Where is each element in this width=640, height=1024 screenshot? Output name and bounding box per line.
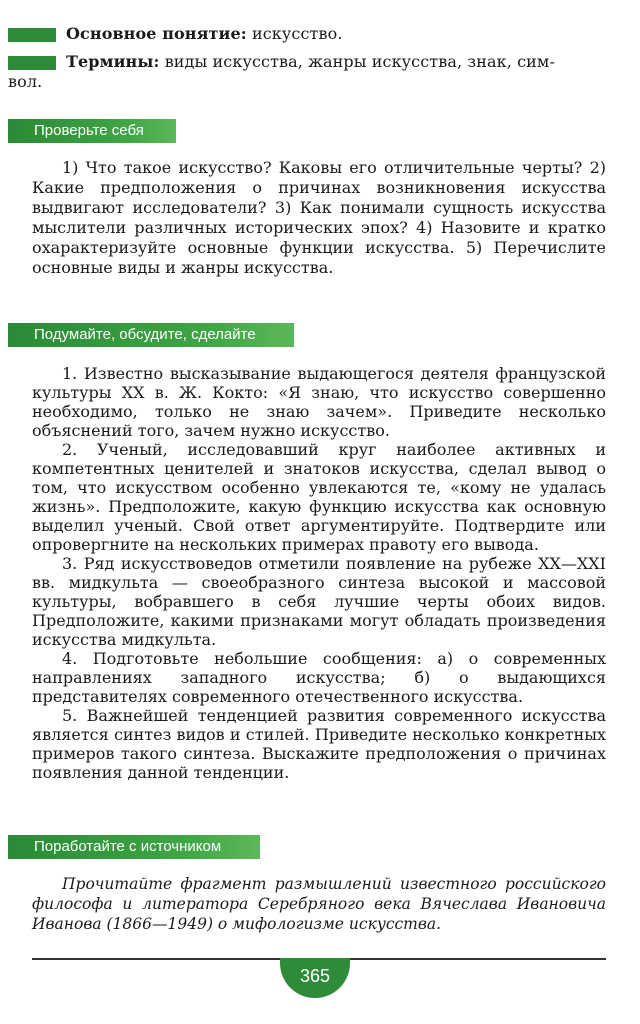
task-item: 1. Известно высказывание выдающегося деятеля французской культуры XX в. Ж. Кокто: «Я знаю, что искусство совершенно необходимо, только не знаю зачем». Приведите несколько объяснений того, зачем нужно искусство. [32, 364, 606, 440]
task-item: 3. Ряд искусствоведов отметили появление на рубеже XX—XXI вв. мидкульта — своеобразного синтеза высокой и массовой культуры, вобравшего в себя лучшие черты обоих видов. Предположите, какими признаками могут обладать произведения искусства мидкульта. [32, 554, 606, 649]
terms-row [8, 52, 608, 92]
source-intro-paragraph: Прочитайте фрагмент размышлений известного российского философа и литератора Серебряного века Вячеслава Ивановича Иванова (1866—1949) о мифологизме искусства. [32, 875, 606, 933]
green-marker [8, 28, 56, 42]
terms-value: виды искусства, жанры искусства, знак, сим- [164, 52, 555, 71]
task-item: 5. Важнейшей тенденцией развития современного искусства является синтез видов и стилей. Приведите несколько конкретных примеров такого синтеза. Выскажите предположения о причинах появления данной тенденции. [32, 706, 606, 782]
think-discuss-tasks [32, 364, 606, 782]
task-item: 2. Ученый, исследовавший круг наиболее активных и компетентных ценителей и знатоков искусства, сделал вывод о том, что искусством особенно увлекаются те, «кому не удалась жизнь». Предположите, какую функцию искусства как основную выделил ученый. Свой ответ аргументируйте. Подтвердите или опровергните на нескольких примерах правоту его вывода. [32, 440, 606, 554]
source-intro [32, 874, 606, 934]
section-header-think-discuss: Подумайте, обсудите, сделайте [8, 323, 294, 347]
main-concept-row [8, 24, 608, 44]
terms-text [8, 52, 608, 92]
main-concept-label: Основное понятие: [66, 24, 247, 43]
page-number: 365 [280, 958, 350, 998]
main-concept-value: искусство. [251, 24, 343, 43]
main-concept-text [66, 24, 608, 44]
terms-label: Термины: [66, 52, 160, 71]
green-marker [8, 56, 56, 70]
section-header-check-yourself: Проверьте себя [8, 119, 176, 143]
section-header-work-with-source: Поработайте с источником [8, 835, 260, 859]
terms-value-continued: вол. [8, 72, 43, 91]
check-questions-paragraph: 1) Что такое искусство? Каковы его отличительные черты? 2) Какие предположения о причинах возникновения искусства выдвигают исследователи? 3) Как понимали сущность искусства мыслители различных исторических эпох? 4) Назовите и кратко охарактеризуйте основные функции искусства. 5) Перечислите основные виды и жанры искусства. [32, 158, 606, 277]
check-yourself-questions [32, 158, 606, 278]
task-item: 4. Подготовьте небольшие сообщения: а) о современных направлениях западного искусства; б) о выдающихся представителях современного отечественного искусства. [32, 649, 606, 706]
